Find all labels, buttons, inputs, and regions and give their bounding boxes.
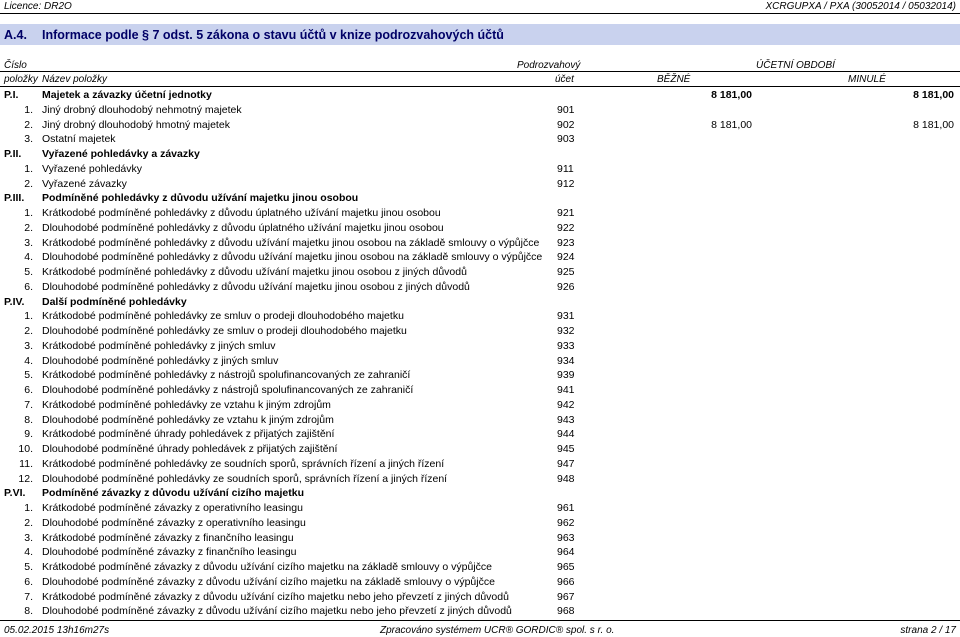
table-row xyxy=(0,237,960,252)
item-number: 8. xyxy=(24,605,33,618)
item-label: Dlouhodobé podmíněné pohledávky z nástrojů spolufinancovaných ze zahraničí xyxy=(42,384,414,396)
item-number: 4. xyxy=(24,251,33,264)
table-row xyxy=(0,119,960,134)
item-label: Krátkodobé podmíněné pohledávky ze smluv o prodeji dlouhodobého majetku xyxy=(42,310,404,323)
table-row xyxy=(0,310,960,325)
table-row xyxy=(0,576,960,591)
item-number: 1. xyxy=(24,207,33,219)
table-row xyxy=(0,532,960,547)
item-label: Vyřazené pohledávky xyxy=(42,162,143,175)
item-label: Krátkodobé podmíněné pohledávky z nástrojů spolufinancovaných ze zahraničí xyxy=(42,369,411,382)
item-number: 11. xyxy=(19,457,33,470)
account-code: 923 xyxy=(557,236,575,249)
section-code: P.VI. xyxy=(4,487,26,500)
item-number: 4. xyxy=(24,354,33,367)
footer-page: strana 2 / 17 xyxy=(900,625,956,636)
table-row xyxy=(0,517,960,532)
header-line-1 xyxy=(0,71,960,72)
item-label: Dlouhodobé podmíněné závazky z finančního leasingu xyxy=(42,546,297,559)
item-label: Dlouhodobé podmíněné úhrady pohledávek z přijatých zajištění xyxy=(42,443,338,455)
item-label: Krátkodobé podmíněné závazky z důvodu užívání cizího majetku na základě smlouvy o výpůjčce xyxy=(42,561,492,573)
item-number: 6. xyxy=(24,384,33,396)
item-number: 7. xyxy=(24,590,33,603)
col-polozky: položky xyxy=(4,74,38,85)
item-label: Dlouhodobé podmíněné pohledávky z důvodu užívání majetku jinou osobou z jiných důvodů xyxy=(42,280,470,293)
section-code: P.I. xyxy=(4,89,19,101)
account-code: 931 xyxy=(557,310,575,323)
col-nazev: Název položky xyxy=(42,74,108,85)
table-row xyxy=(0,163,960,178)
table-row xyxy=(0,178,960,193)
table-row xyxy=(0,251,960,266)
item-number: 3. xyxy=(24,339,33,352)
item-number: 3. xyxy=(24,236,33,249)
table-row xyxy=(0,281,960,296)
item-label: Jiný drobný dlouhodobý nehmotný majetek xyxy=(42,103,242,116)
item-label: Krátkodobé podmíněné pohledávky z důvodu úplatného užívání majetku jinou osobou xyxy=(42,207,441,219)
item-label: Krátkodobé podmíněné závazky z operativního leasingu xyxy=(42,502,303,514)
account-code: 945 xyxy=(557,443,575,455)
item-number: 7. xyxy=(24,398,33,411)
section-row xyxy=(0,487,960,502)
item-label: Dlouhodobé podmíněné závazky z důvodu užívání cizího majetku na základě smlouvy o výpůjčce xyxy=(42,575,495,588)
account-code: 926 xyxy=(557,280,575,293)
item-number: 3. xyxy=(24,133,33,146)
item-number: 6. xyxy=(24,575,33,588)
account-code: 912 xyxy=(557,177,575,190)
col-cislo: Číslo xyxy=(4,60,27,71)
item-label: Dlouhodobé podmíněné pohledávky ze soudních sporů, správních řízení a jiných řízení xyxy=(42,472,448,485)
account-code: 967 xyxy=(557,590,575,603)
col-ucetni-obdobi: ÚČETNÍ OBDOBÍ xyxy=(756,60,835,71)
account-code: 963 xyxy=(557,531,575,544)
table-row xyxy=(0,414,960,429)
account-code: 968 xyxy=(557,605,575,618)
col-podrozvahovy: Podrozvahový xyxy=(517,60,581,71)
account-code: 934 xyxy=(557,354,575,367)
current-period-value: 8 181,00 xyxy=(711,118,752,131)
item-label: Dlouhodobé podmíněné závazky z důvodu užívání cizího majetku nebo jeho převzetí z jiných důvodů xyxy=(42,605,512,618)
item-number: 2. xyxy=(24,177,33,190)
footer-processed: Zpracováno systémem UCR® GORDIC® spol. s r. o. xyxy=(380,625,615,636)
item-number: 6. xyxy=(24,280,33,293)
table-row xyxy=(0,428,960,443)
section-row xyxy=(0,296,960,311)
item-label: Vyřazené závazky xyxy=(42,177,127,190)
item-label: Dlouhodobé podmíněné pohledávky z důvodu užívání majetku jinou osobou na základě smlouvy o výpůjčce xyxy=(42,251,543,264)
item-number: 5. xyxy=(24,266,33,278)
previous-period-value: 8 181,00 xyxy=(913,118,954,131)
table-row xyxy=(0,340,960,355)
item-number: 4. xyxy=(24,546,33,559)
table-row xyxy=(0,605,960,620)
header-divider xyxy=(0,13,960,14)
item-number: 2. xyxy=(24,516,33,529)
table-row xyxy=(0,443,960,458)
previous-period-value: 8 181,00 xyxy=(913,89,954,101)
report-id-label: XCRGUPXA / PXA (30052014 / 05032014) xyxy=(765,1,956,12)
account-code: 921 xyxy=(557,207,575,219)
section-row xyxy=(0,192,960,207)
account-code: 964 xyxy=(557,546,575,559)
table-row xyxy=(0,561,960,576)
license-label: Licence: DR2O xyxy=(4,1,72,12)
section-code: P.II. xyxy=(4,148,22,160)
item-label: Jiný drobný dlouhodobý hmotný majetek xyxy=(42,118,230,131)
item-label: Vyřazené pohledávky a závazky xyxy=(42,148,200,160)
item-label: Majetek a závazky účetní jednotky xyxy=(42,89,212,101)
table-row xyxy=(0,473,960,488)
item-label: Krátkodobé podmíněné pohledávky z důvodu užívání majetku jinou osobou z jiných důvodů xyxy=(42,266,467,278)
item-number: 8. xyxy=(24,413,33,426)
account-code: 948 xyxy=(557,472,575,485)
item-label: Dlouhodobé podmíněné pohledávky ze smluv o prodeji dlouhodobého majetku xyxy=(42,325,407,337)
item-number: 5. xyxy=(24,369,33,382)
table-row xyxy=(0,546,960,561)
item-number: 1. xyxy=(24,502,33,514)
section-number: A.4. xyxy=(4,28,27,42)
item-label: Dlouhodobé podmíněné závazky z operativního leasingu xyxy=(42,516,306,529)
account-code: 925 xyxy=(557,266,575,278)
item-label: Dlouhodobé podmíněné pohledávky ze vztahu k jiným zdrojům xyxy=(42,413,334,426)
report-header xyxy=(0,0,960,14)
item-number: 9. xyxy=(24,428,33,441)
item-label: Podmíněné pohledávky z důvodu užívání majetku jinou osobou xyxy=(42,192,359,205)
item-number: 5. xyxy=(24,561,33,573)
item-label: Další podmíněné pohledávky xyxy=(42,295,187,308)
item-label: Podmíněné závazky z důvodu užívání cizího majetku xyxy=(42,487,304,500)
account-code: 939 xyxy=(557,369,575,382)
account-code: 942 xyxy=(557,398,575,411)
table-row xyxy=(0,207,960,222)
account-code: 943 xyxy=(557,413,575,426)
col-minule: MINULÉ xyxy=(848,74,886,85)
footer-divider xyxy=(0,620,960,621)
current-period-value: 8 181,00 xyxy=(711,89,752,101)
account-code: 965 xyxy=(557,561,575,573)
account-code: 902 xyxy=(557,118,575,131)
item-number: 1. xyxy=(24,162,33,175)
table-row xyxy=(0,502,960,517)
col-ucet: účet xyxy=(555,74,574,85)
section-code: P.IV. xyxy=(4,295,25,308)
table-row xyxy=(0,104,960,119)
item-label: Krátkodobé podmíněné závazky z finančního leasingu xyxy=(42,531,294,544)
table-row xyxy=(0,369,960,384)
item-number: 1. xyxy=(24,310,33,323)
account-code: 961 xyxy=(557,502,575,514)
account-code: 933 xyxy=(557,339,575,352)
section-code: P.III. xyxy=(4,192,25,205)
account-code: 966 xyxy=(557,575,575,588)
table-row xyxy=(0,458,960,473)
section-title-band xyxy=(0,24,960,45)
item-number: 2. xyxy=(24,221,33,234)
table-row xyxy=(0,222,960,237)
item-label: Dlouhodobé podmíněné pohledávky z jiných smluv xyxy=(42,354,279,367)
item-number: 10. xyxy=(18,443,33,455)
account-code: 901 xyxy=(557,103,575,116)
section-row xyxy=(0,148,960,163)
section-row xyxy=(0,89,960,104)
account-code: 941 xyxy=(557,384,575,396)
item-label: Krátkodobé podmíněné pohledávky ze vztahu k jiným zdrojům xyxy=(42,398,331,411)
item-label: Krátkodobé podmíněné pohledávky ze soudních sporů, správních řízení a jiných řízení xyxy=(42,457,445,470)
table-row xyxy=(0,133,960,148)
table-row xyxy=(0,384,960,399)
table-row xyxy=(0,355,960,370)
item-label: Krátkodobé podmíněné pohledávky z důvodu užívání majetku jinou osobou na základě smlouvy o výpůjčce xyxy=(42,236,540,249)
item-number: 3. xyxy=(24,531,33,544)
account-code: 922 xyxy=(557,221,575,234)
header-line-2 xyxy=(0,86,960,87)
item-label: Krátkodobé podmíněné úhrady pohledávek z přijatých zajištění xyxy=(42,428,335,441)
section-title: Informace podle § 7 odst. 5 zákona o stavu účtů v knize podrozvahových účtů xyxy=(42,28,504,42)
account-code: 924 xyxy=(557,251,575,264)
table-row xyxy=(0,266,960,281)
account-code: 944 xyxy=(557,428,575,441)
item-label: Krátkodobé podmíněné závazky z důvodu užívání cizího majetku nebo jeho převzetí z jiných důvodů xyxy=(42,590,509,603)
account-code: 932 xyxy=(557,325,575,337)
footer-timestamp: 05.02.2015 13h16m27s xyxy=(4,625,110,636)
item-number: 1. xyxy=(24,103,33,116)
account-code: 962 xyxy=(557,516,575,529)
account-code: 911 xyxy=(557,162,574,175)
item-label: Krátkodobé podmíněné pohledávky z jiných smluv xyxy=(42,339,276,352)
item-number: 2. xyxy=(24,118,33,131)
table-row xyxy=(0,325,960,340)
item-number: 12. xyxy=(18,472,33,485)
item-label: Ostatní majetek xyxy=(42,133,116,146)
table-row xyxy=(0,399,960,414)
table-row xyxy=(0,591,960,606)
account-code: 947 xyxy=(557,457,575,470)
item-number: 2. xyxy=(24,325,33,337)
col-bezne: BĚŽNÉ xyxy=(657,74,691,85)
item-label: Dlouhodobé podmíněné pohledávky z důvodu úplatného užívání majetku jinou osobou xyxy=(42,221,444,234)
account-code: 903 xyxy=(557,133,575,146)
